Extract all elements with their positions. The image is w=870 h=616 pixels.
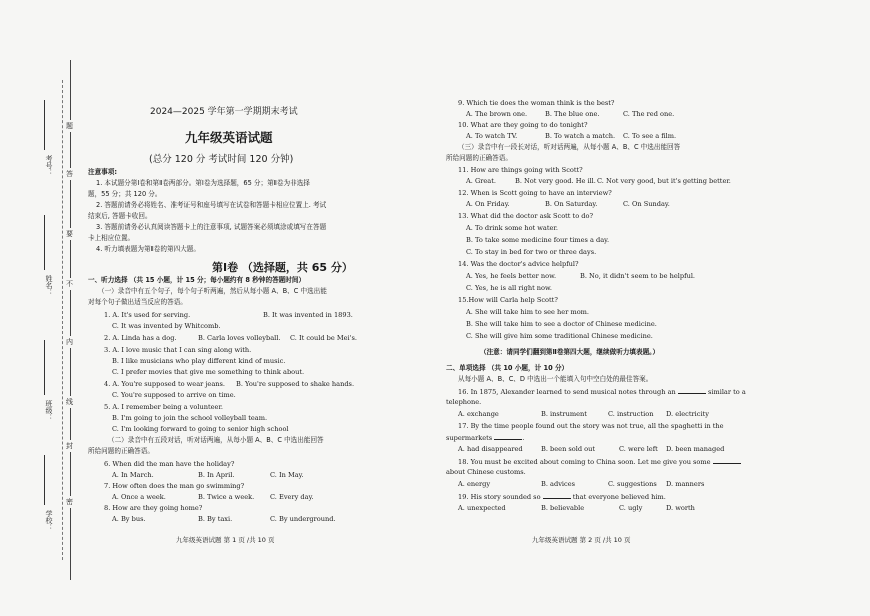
name-field[interactable] <box>44 215 45 270</box>
question-19-text: that everyone believed him. <box>572 493 666 501</box>
question-9-option-b[interactable]: B. The blue one. <box>545 110 600 118</box>
footer-left: 九年级英语试题 第 1 页 /共 10 页 <box>176 536 275 544</box>
question-19-option-c[interactable]: C. ugly <box>619 504 643 512</box>
notes-line: 4. 听力填表题为第Ⅱ卷的第四大题。 <box>96 245 200 253</box>
question-4-option-a[interactable]: 4. A. You're supposed to wear jeans. <box>104 380 225 388</box>
question-9-stem: 9. Which tie does the woman think is the best? <box>458 99 615 107</box>
notes-line: 3. 答题前请务必认真阅读答题卡上的注意事项, 试题答案必须填涂或填写在答题 <box>96 223 327 231</box>
seal-char: 封 <box>66 442 73 450</box>
question-16-text: similar to a <box>707 388 746 396</box>
listening-reminder: （注意：请同学们翻到第Ⅱ卷第四大题，继续做听力填表题。） <box>480 348 660 356</box>
seal-char: 内 <box>66 338 73 346</box>
question-2-option-b[interactable]: B. Carla loves volleyball. <box>198 334 281 342</box>
question-12-option-a[interactable]: A. On Friday. <box>466 200 510 208</box>
question-6-option-b[interactable]: B. In April. <box>198 471 235 479</box>
question-10-option-c[interactable]: C. To see a film. <box>623 132 677 140</box>
question-17-text: supermarkets <box>446 434 493 442</box>
exam-no-label: 考号： <box>45 155 53 176</box>
question-13-stem: 13. What did the doctor ask Scott to do? <box>458 212 593 220</box>
section1-intro: 所给问题的正确答语。 <box>88 447 154 455</box>
notes-line: 结束后, 答题卡收回。 <box>88 212 152 220</box>
question-9-option-a[interactable]: A. The brown one. <box>466 110 528 118</box>
question-19-option-a[interactable]: A. unexpected <box>458 504 506 512</box>
answer-blank <box>543 492 571 499</box>
question-7-stem: 7. How often does the man go swimming? <box>104 482 245 490</box>
notes-line: 题，55 分；共 120 分。 <box>88 190 162 198</box>
question-6-option-c[interactable]: C. In May. <box>270 471 304 479</box>
question-17-option-c[interactable]: C. were left <box>619 445 658 453</box>
question-12-option-c[interactable]: C. On Sunday. <box>623 200 670 208</box>
section2-heading: 二、单项选择 （共 10 小题，计 10 分） <box>446 364 569 372</box>
score-line: (总分 120 分 考试时间 120 分钟) <box>149 154 294 165</box>
section1-intro: （二）录音中有五段对话，听对话两遍，从每小题 A、B、C 中选出能回答 <box>108 436 324 444</box>
question-14-option-b[interactable]: B. No, it didn't seem to be helpful. <box>580 272 696 280</box>
question-1-option-a[interactable]: 1. A. It's used for serving. <box>104 311 191 319</box>
question-11-option-b[interactable]: B. Not very good. He ill. <box>515 177 596 185</box>
question-13-option-b[interactable]: B. To take some medicine four times a day. <box>466 236 610 244</box>
question-11-stem: 11. How are things going with Scott? <box>458 166 583 174</box>
question-17-text: . <box>522 434 525 442</box>
question-8-option-b[interactable]: B. By taxi. <box>198 515 233 523</box>
section1-intro: （一）录音中有五个句子，每个句子听两遍，然后从每小题 A、B、C 中选出能 <box>98 287 327 295</box>
name-label: 姓名： <box>45 275 53 296</box>
class-label: 班级： <box>45 400 53 421</box>
question-8-stem: 8. How are they going home? <box>104 504 203 512</box>
notes-heading: 注意事项: <box>88 168 118 176</box>
seal-char: 不 <box>66 280 73 288</box>
question-17-option-b[interactable]: B. been sold out <box>541 445 596 453</box>
question-16-option-d[interactable]: D. electricity <box>666 410 709 418</box>
seal-char: 线 <box>66 398 73 406</box>
answer-blank <box>678 387 706 394</box>
question-13-option-a[interactable]: A. To drink some hot water. <box>466 224 558 232</box>
question-7-option-b[interactable]: B. Twice a week. <box>198 493 255 501</box>
seal-char: 密 <box>66 498 73 506</box>
question-17-stem-cont <box>446 433 524 442</box>
question-5-option-c[interactable]: C. I'm looking forward to going to senior high school <box>112 425 289 433</box>
question-5-option-b[interactable]: B. I'm going to join the school volleyball team. <box>112 414 268 422</box>
notes-line: 2. 答题前请务必将姓名、准考证号和座号填写在试卷和答题卡相应位置上. 考试 <box>96 201 327 209</box>
question-2-option-a[interactable]: 2. A. Linda has a dog. <box>104 334 177 342</box>
question-15-option-c[interactable]: C. She will give him some traditional Chinese medicine. <box>466 332 653 340</box>
question-2-option-c[interactable]: C. It could be Mei's. <box>290 334 357 342</box>
question-18-stem-cont: about Chinese customs. <box>446 468 526 476</box>
question-6-stem: 6. When did the man have the holiday? <box>104 460 235 468</box>
exam-no-field[interactable] <box>44 100 45 150</box>
section1-intro: （三）录音中有一段长对话，听对话两遍，从每小题 A、B、C 中选出能回答 <box>458 143 681 151</box>
question-15-option-a[interactable]: A. She will take him to see her mom. <box>466 308 590 316</box>
question-19-option-b[interactable]: B. believable <box>541 504 585 512</box>
question-8-option-a[interactable]: A. By bus. <box>112 515 146 523</box>
question-18-option-c[interactable]: C. suggestions <box>608 480 657 488</box>
seal-char: 要 <box>66 230 73 238</box>
question-12-stem: 12. When is Scott going to have an interview? <box>458 189 612 197</box>
question-18-option-b[interactable]: B. advices <box>541 480 576 488</box>
question-1-option-c[interactable]: C. It was invented by Whitcomb. <box>112 322 221 330</box>
question-14-option-a[interactable]: A. Yes, he feels better now. <box>466 272 557 280</box>
question-15-option-b[interactable]: B. She will take him to see a doctor of Chinese medicine. <box>466 320 657 328</box>
question-17-stem: 17. By the time people found out the story was not true, all the spaghetti in the <box>458 422 724 430</box>
question-18-option-d[interactable]: D. manners <box>666 480 705 488</box>
footer-right: 九年级英语试题 第 2 页 /共 10 页 <box>532 536 631 544</box>
question-16-option-c[interactable]: C. instruction <box>608 410 654 418</box>
question-14-stem: 14. Was the doctor's advice helpful? <box>458 260 579 268</box>
section2-intro: 从每小题 A、B、C、D 中选出一个能填入句中空白处的最佳答案。 <box>458 375 653 383</box>
question-5-option-a[interactable]: 5. A. I remember being a volunteer. <box>104 403 223 411</box>
question-17-option-a[interactable]: A. had disappeared <box>458 445 523 453</box>
question-15-stem: 15.How will Carla help Scott? <box>458 296 558 304</box>
question-19-stem <box>458 492 666 501</box>
question-17-option-d[interactable]: D. been managed <box>666 445 725 453</box>
question-7-option-a[interactable]: A. Once a week. <box>112 493 166 501</box>
question-3-option-c[interactable]: C. I prefer movies that give me something to think about. <box>112 368 305 376</box>
question-3-option-a[interactable]: 3. A. I love music that I can sing along with. <box>104 346 252 354</box>
question-13-option-c[interactable]: C. To stay in bed for two or three days. <box>466 248 597 256</box>
question-6-option-a[interactable]: A. In March. <box>112 471 154 479</box>
question-10-option-a[interactable]: A. To watch TV. <box>466 132 518 140</box>
binding-dashed-line <box>62 80 63 560</box>
question-16-option-b[interactable]: B. instrument <box>541 410 587 418</box>
question-16-option-a[interactable]: A. exchange <box>458 410 499 418</box>
question-1-option-b[interactable]: B. It was invented in 1893. <box>263 311 353 319</box>
notes-line: 卡上相应位置。 <box>88 234 135 242</box>
question-7-option-c[interactable]: C. Every day. <box>270 493 314 501</box>
question-4-option-b[interactable]: B. You're supposed to shake hands. <box>236 380 355 388</box>
seal-char: 题 <box>66 122 73 130</box>
question-16-text: 16. In 1875, Alexander learned to send musical notes through an <box>458 388 676 396</box>
class-field[interactable] <box>44 340 45 395</box>
section1-intro: 对每个句子做出适当反应的答语。 <box>88 298 187 306</box>
question-16-stem <box>458 387 746 396</box>
question-10-option-b[interactable]: B. To watch a match. <box>545 132 616 140</box>
question-19-option-d[interactable]: D. worth <box>666 504 695 512</box>
question-3-option-b[interactable]: B. I like musicians who play different kind of music. <box>112 357 286 365</box>
school-label: 学校： <box>45 510 53 531</box>
question-11-option-a[interactable]: A. Great. <box>466 177 496 185</box>
question-19-text: 19. His story sounded so <box>458 493 541 501</box>
seal-char: 答 <box>66 170 73 178</box>
answer-blank <box>713 457 741 464</box>
question-11-option-c[interactable]: C. Not very good, but it's getting better. <box>597 177 731 185</box>
question-18-stem <box>458 457 741 466</box>
section1-heading: 一、听力选择 （共 15 小题，计 15 分；每小题约有 8 秒钟的答题时间） <box>88 276 306 284</box>
question-16-stem-cont: telephone. <box>446 398 482 406</box>
question-8-option-c[interactable]: C. By underground. <box>270 515 336 523</box>
answer-blank <box>494 433 525 442</box>
part1-title: 第Ⅰ卷 （选择题，共 65 分） <box>212 261 353 274</box>
notes-line: 1. 本试题分第Ⅰ卷和第Ⅱ卷两部分。第Ⅰ卷为选择题，65 分；第Ⅱ卷为非选择 <box>96 179 310 187</box>
question-14-option-c[interactable]: C. Yes, he is all right now. <box>466 284 552 292</box>
subject-title: 九年级英语试题 <box>185 130 273 145</box>
section1-intro: 所给问题的正确答语。 <box>446 154 512 162</box>
question-10-stem: 10. What are they going to do tonight? <box>458 121 588 129</box>
question-4-option-c[interactable]: C. You're supposed to arrive on time. <box>112 391 236 399</box>
school-field[interactable] <box>44 455 45 505</box>
question-18-text: 18. You must be excited about coming to China soon. Let me give you some <box>458 458 711 466</box>
question-18-option-a[interactable]: A. energy <box>458 480 491 488</box>
question-9-option-c[interactable]: C. The red one. <box>623 110 675 118</box>
binding-margin <box>0 0 80 616</box>
question-12-option-b[interactable]: B. On Saturday. <box>545 200 598 208</box>
exam-title: 2024—2025 学年第一学期期末考试 <box>150 107 298 117</box>
